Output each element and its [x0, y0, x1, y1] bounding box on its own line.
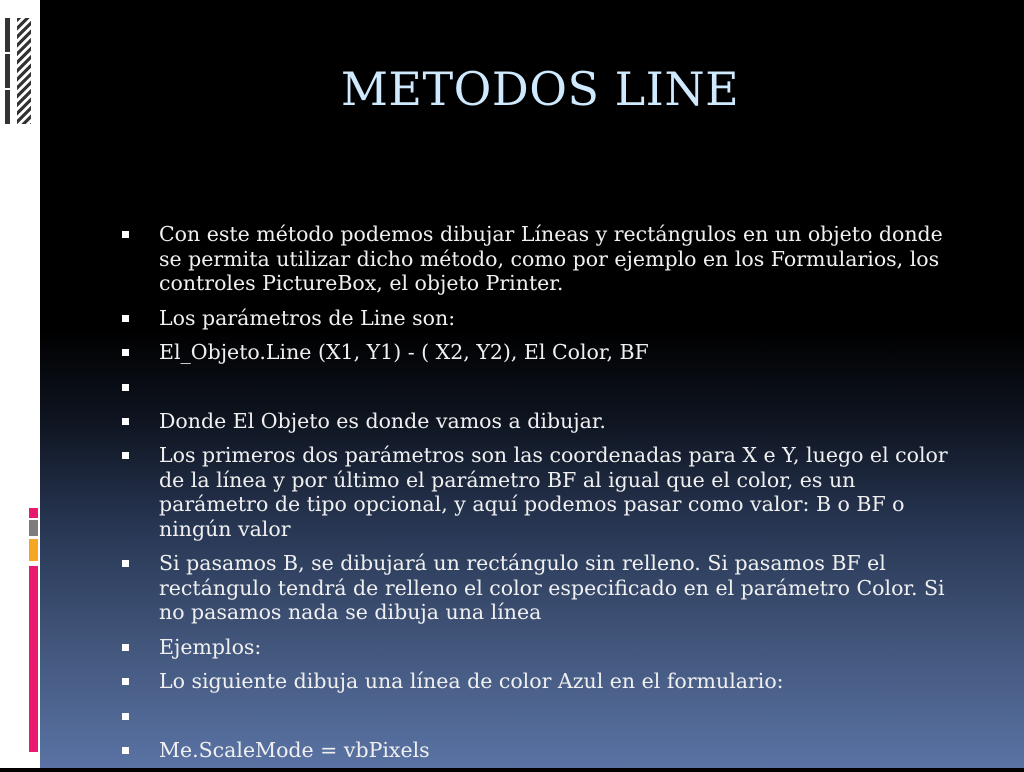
list-item	[118, 669, 968, 694]
bullet-square-icon	[122, 231, 129, 238]
accent-bar-pink	[29, 566, 38, 752]
list-item	[118, 443, 968, 541]
list-item	[118, 409, 968, 434]
list-item	[118, 340, 968, 365]
decor-bar	[5, 90, 10, 124]
bullet-square-icon	[122, 384, 129, 391]
bullet-square-icon	[122, 560, 129, 567]
list-item	[118, 375, 968, 399]
bullet-square-icon	[122, 349, 129, 356]
accent-bar-orange	[29, 539, 38, 561]
bullet-text: Me.ScaleMode = vbPixels	[159, 737, 430, 762]
decor-marks	[17, 18, 31, 124]
list-item	[118, 306, 968, 331]
bullet-square-icon	[122, 747, 129, 754]
bullet-text: Los primeros dos parámetros son las coordenadas para X e Y, luego el color de la línea y por último el parámetro BF al igual que el color, es un parámetro de tipo opcional, y aquí podemos pasar como valor: B o BF o ningún valor	[159, 443, 948, 541]
bullet-square-icon	[122, 452, 129, 459]
list-item	[118, 738, 968, 763]
bullet-square-icon	[122, 418, 129, 425]
bullet-text: El_Objeto.Line (X1, Y1) - ( X2, Y2), El Color, BF	[159, 340, 649, 364]
bullet-text: Lo siguiente dibuja una línea de color Azul en el formulario:	[159, 669, 784, 693]
list-item	[118, 704, 968, 728]
bullet-text: Con este método podemos dibujar Líneas y rectángulos en un objeto donde se permita utilizar dicho método, como por ejemplo en los Formularios, los controles PictureBox, el objeto Printer.	[159, 222, 943, 295]
bullet-text: Ejemplos:	[159, 634, 262, 659]
list-item	[118, 222, 968, 296]
accent-bar-pink	[29, 508, 38, 518]
bullet-square-icon	[122, 678, 129, 685]
bullet-list	[118, 222, 968, 772]
slide-title: METODOS LINE	[340, 62, 740, 116]
bullet-square-icon	[122, 315, 129, 322]
left-decor-strip	[0, 0, 40, 768]
accent-bar-gray	[29, 520, 38, 536]
bullet-text: Donde El Objeto es donde vamos a dibujar.	[159, 408, 606, 433]
bullet-text: Los parámetros de Line son:	[159, 305, 456, 330]
decor-bar	[5, 54, 10, 88]
bullet-square-icon	[122, 644, 129, 651]
decor-bar	[5, 18, 10, 52]
bullet-square-icon	[122, 713, 129, 720]
list-item	[118, 551, 968, 625]
bullet-text: Si pasamos B, se dibujará un rectángulo sin relleno. Si pasamos BF el rectángulo tendrá de relleno el color especificado en el parámetro Color. Si no pasamos nada se dibuja una línea	[159, 551, 945, 624]
list-item	[118, 635, 968, 660]
